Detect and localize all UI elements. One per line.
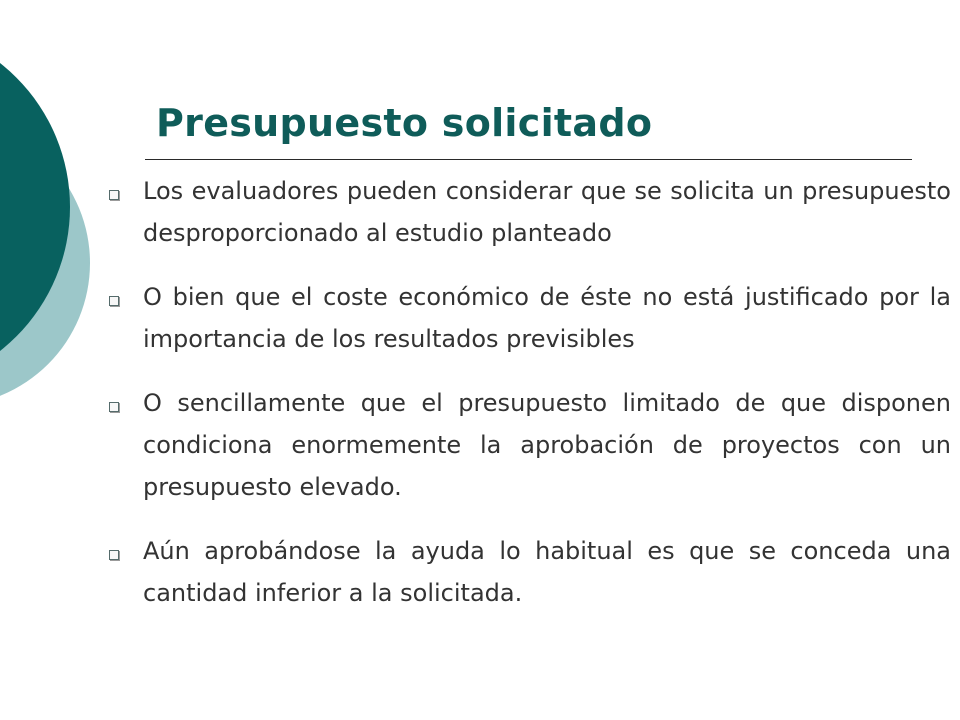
list-item <box>108 170 951 254</box>
square-bullet-icon <box>109 550 119 560</box>
list-item <box>108 276 951 360</box>
square-bullet-icon <box>109 402 119 412</box>
list-item <box>108 382 951 508</box>
bullet-text: Los evaluadores pueden considerar que se solicita un presupuesto desproporcionado al estudio planteado <box>143 177 951 247</box>
bullet-text: O sencillamente que el presupuesto limitado de que disponen condiciona enormemente la aprobación de proyectos con un presupuesto elevado. <box>143 389 951 501</box>
bullet-text: O bien que el coste económico de éste no está justificado por la importancia de los resultados previsibles <box>143 283 951 353</box>
title-divider <box>145 159 912 160</box>
bullet-text: Aún aprobándose la ayuda lo habitual es que se conceda una cantidad inferior a la solicitada. <box>143 537 951 607</box>
list-item <box>108 530 951 614</box>
bullet-list <box>108 170 951 636</box>
slide-title: Presupuesto solicitado <box>156 101 653 145</box>
square-bullet-icon <box>109 296 119 306</box>
square-bullet-icon <box>109 190 119 200</box>
